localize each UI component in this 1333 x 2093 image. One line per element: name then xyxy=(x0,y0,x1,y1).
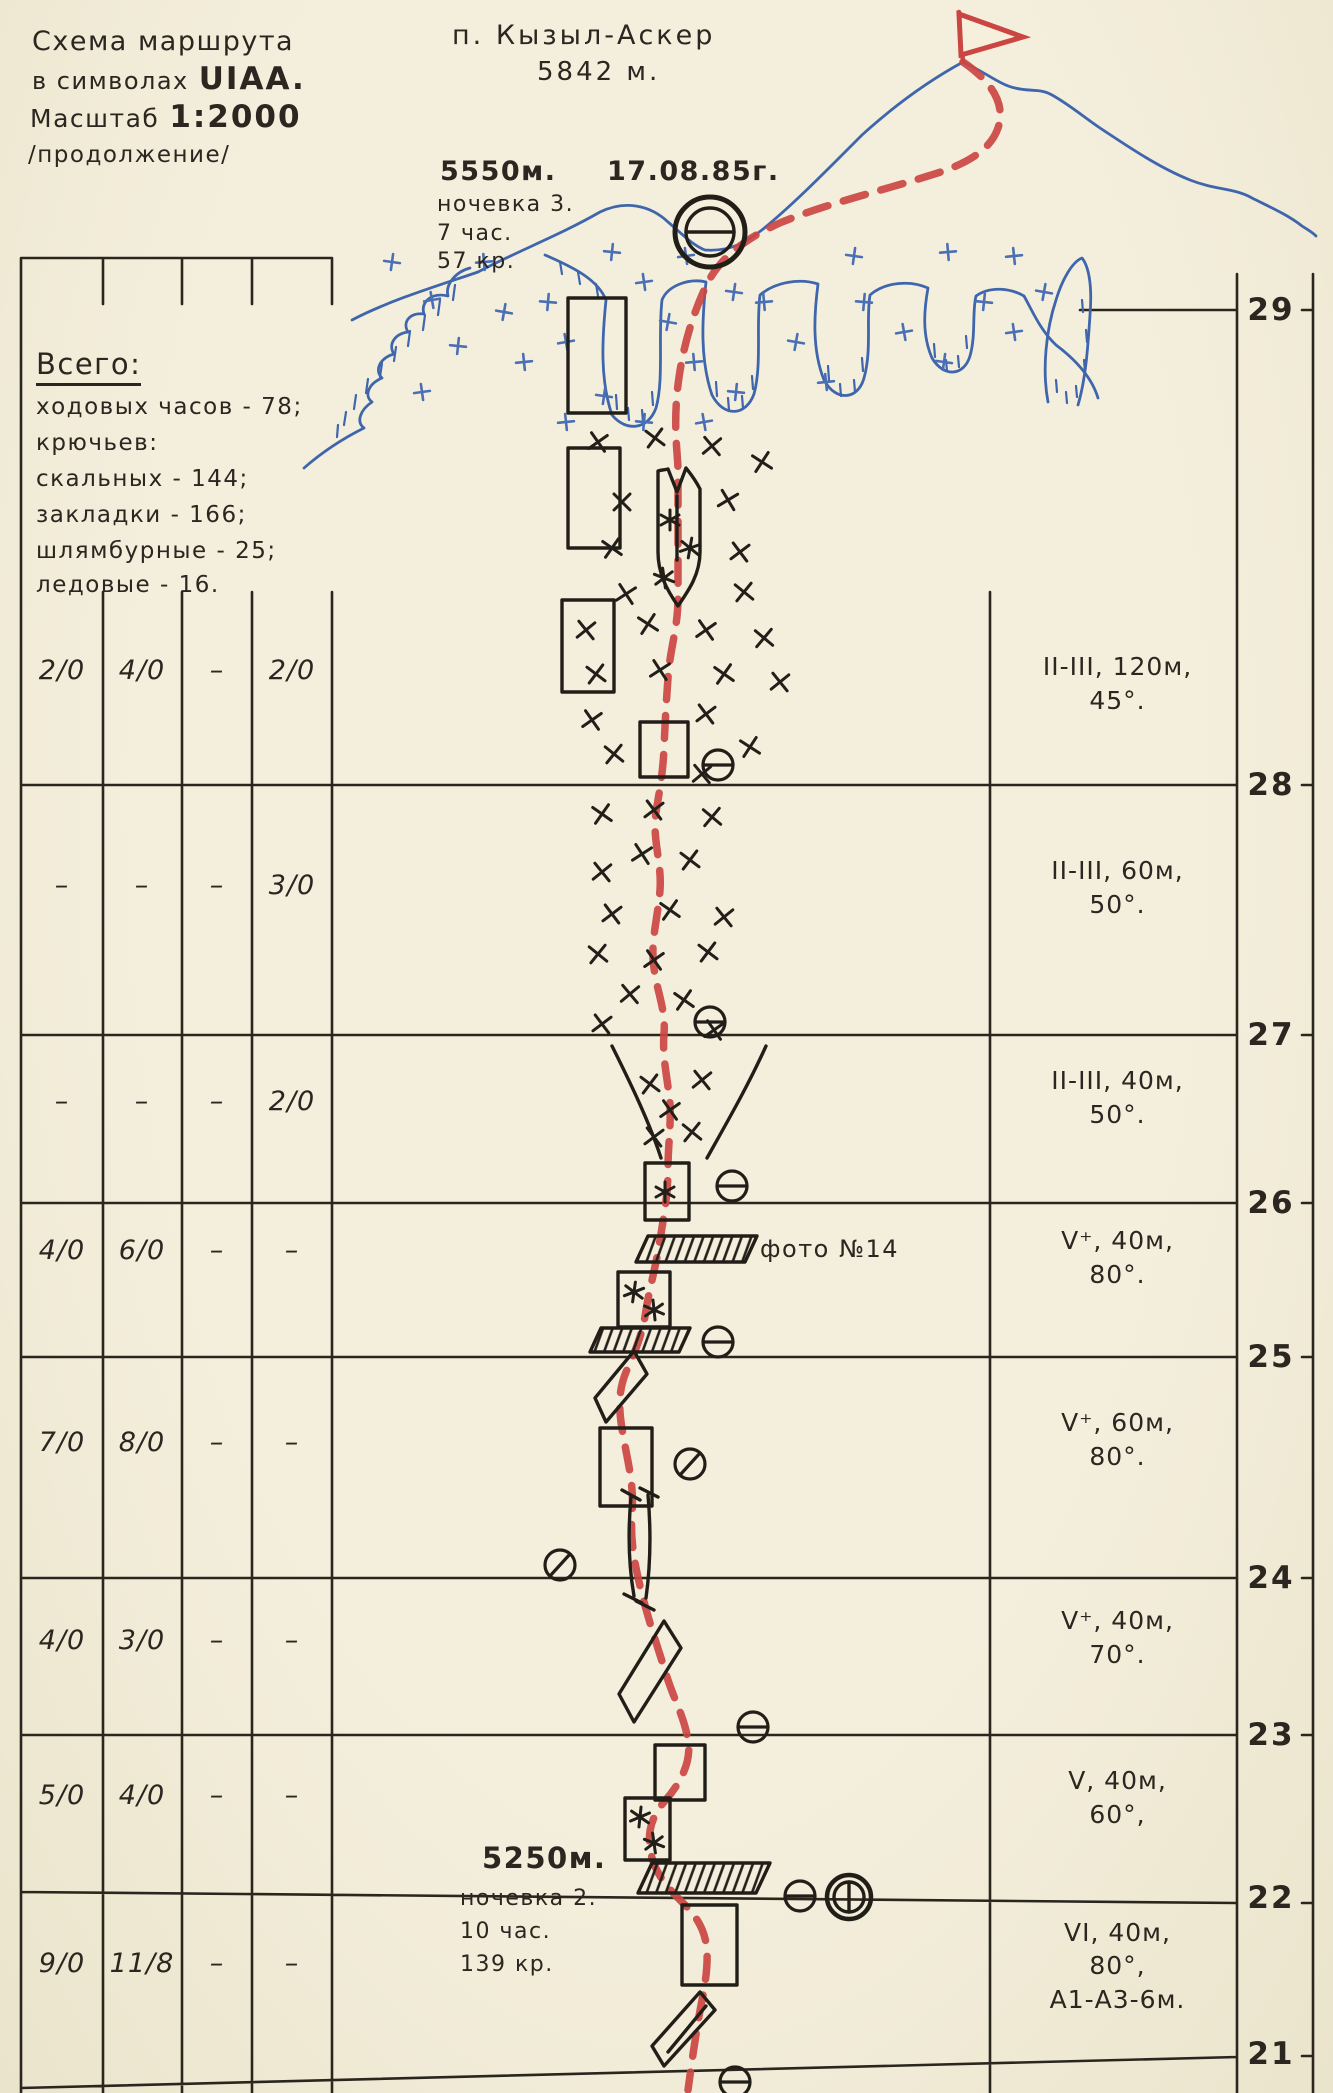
table-cell: – xyxy=(209,1427,225,1458)
pitch-grade-line: V, 40м, xyxy=(1068,1766,1167,1795)
bivouac3-line2: 7 час. xyxy=(437,221,513,246)
table-cell: – xyxy=(284,1948,300,1979)
ledge-symbol xyxy=(590,1328,690,1352)
pitch-grade-line: 80°. xyxy=(1089,1442,1146,1471)
pitch-grade-line: 70°. xyxy=(1089,1640,1146,1669)
totals-line4: закладки - 166; xyxy=(36,502,247,528)
station-number: 26 xyxy=(1247,1185,1295,1221)
ledge-symbol xyxy=(636,1236,757,1262)
pitch-grade-line: II-III, 60м, xyxy=(1051,856,1184,885)
bivouac2-symbol-icon xyxy=(827,1875,871,1919)
table-cell: 4/0 xyxy=(38,1235,86,1266)
serac-hatch xyxy=(337,262,1087,437)
table-cell: 3/0 xyxy=(118,1625,166,1656)
title-line2-text: в символах xyxy=(32,67,189,95)
rock-block xyxy=(568,448,620,548)
bivouac3-date: 17.08.85г. xyxy=(607,156,780,187)
station-number: 28 xyxy=(1247,767,1295,803)
table-cell: – xyxy=(209,870,225,901)
rock-block xyxy=(562,600,614,692)
scale-value: 1:2000 xyxy=(169,99,302,135)
table-cell: – xyxy=(209,1780,225,1811)
bivouac3-line3: 57 кр. xyxy=(437,249,516,274)
title-line3 xyxy=(30,100,302,136)
serac-left xyxy=(304,268,470,468)
totals-heading: Всего: xyxy=(36,348,141,386)
peak-elevation: 5842 м. xyxy=(537,57,661,87)
bivouac2-line2: 10 час. xyxy=(460,1919,552,1944)
station-number: 29 xyxy=(1247,292,1295,328)
pitch-grade-line: 50°. xyxy=(1089,890,1146,919)
station-number: 25 xyxy=(1247,1339,1295,1375)
bivouac3-symbol-icon xyxy=(675,197,745,267)
title-line2 xyxy=(32,62,306,98)
pitch-grade-line: 80°, xyxy=(1089,1951,1146,1980)
title-line4: /продолжение/ xyxy=(28,142,231,168)
table-cell: – xyxy=(134,870,150,901)
bivouac2-line3: 139 кр. xyxy=(460,1952,554,1977)
rock-cross-marks xyxy=(577,429,789,1146)
table-cell: – xyxy=(209,1086,225,1117)
photo-label: фото №14 xyxy=(760,1235,899,1263)
table-cell: 7/0 xyxy=(38,1427,86,1458)
table-cell: 4/0 xyxy=(38,1625,86,1656)
station-number: 27 xyxy=(1247,1017,1295,1053)
pitch-grade-line: II-III, 40м, xyxy=(1051,1066,1184,1095)
table-cell: – xyxy=(134,1086,150,1117)
ledge-symbol xyxy=(638,1863,770,1893)
pitch-grade-line: V⁺, 60м, xyxy=(1061,1408,1174,1437)
title-uiaa-label: UIAA. xyxy=(198,61,306,97)
table-cell: – xyxy=(209,1625,225,1656)
table-cell: 2/0 xyxy=(268,655,316,686)
table-cell: 8/0 xyxy=(118,1427,166,1458)
pitch-grade-line: 50°. xyxy=(1089,1100,1146,1129)
table-cell: 2/0 xyxy=(268,1086,316,1117)
pitch-grade-line: А1-А3-6м. xyxy=(1049,1985,1186,2014)
totals-line5: шлямбурные - 25; xyxy=(36,538,277,564)
table-cell: – xyxy=(284,1625,300,1656)
title-line1: Схема маршрута xyxy=(32,26,295,57)
route-line xyxy=(620,12,1023,2090)
table-cell: – xyxy=(54,1086,70,1117)
pitch-grade-line: II-III, 120м, xyxy=(1042,652,1193,681)
ramp-symbol xyxy=(619,1621,681,1722)
table-cell: – xyxy=(284,1235,300,1266)
table-cell: 3/0 xyxy=(268,870,316,901)
serac-finger xyxy=(1045,258,1091,405)
bivouac2-line1: ночевка 2. xyxy=(460,1886,598,1911)
table-cell: 9/0 xyxy=(38,1948,86,1979)
table-cell: 11/8 xyxy=(109,1948,175,1979)
summit-flag-icon xyxy=(959,12,1023,62)
pitch-grade-line: VI, 40м, xyxy=(1064,1918,1171,1947)
table-cell: 5/0 xyxy=(38,1780,86,1811)
station-number: 22 xyxy=(1247,1880,1295,1916)
pitch-grade-line: 80°. xyxy=(1089,1260,1146,1289)
table-cell: 4/0 xyxy=(118,655,166,686)
table-cell: – xyxy=(209,1235,225,1266)
table-cell: – xyxy=(284,1780,300,1811)
route-symbols xyxy=(545,197,871,2093)
pitch-grade-line: V⁺, 40м, xyxy=(1061,1226,1174,1255)
pitch-grade-line: V⁺, 40м, xyxy=(1061,1606,1174,1635)
pitch-grade-line: 45°. xyxy=(1089,686,1146,715)
bivouac3-line1: ночевка 3. xyxy=(437,192,575,217)
table-cell: 6/0 xyxy=(118,1235,166,1266)
pitch-grade-line: 60°, xyxy=(1089,1800,1146,1829)
bivouac3-altitude: 5550м. xyxy=(440,156,557,187)
ridge-skyline xyxy=(352,62,1316,320)
ramp-symbol xyxy=(652,1992,715,2066)
station-number: 23 xyxy=(1247,1717,1295,1753)
table-cell: 4/0 xyxy=(118,1780,166,1811)
bivouac2-altitude: 5250м. xyxy=(482,1841,607,1875)
totals-line3: скальных - 144; xyxy=(36,466,249,492)
table-cell: – xyxy=(209,655,225,686)
peak-name: п. Кызыл-Аскер xyxy=(452,20,716,51)
station-number: 21 xyxy=(1247,2036,1295,2072)
scale-label: Масштаб xyxy=(30,104,160,133)
totals-line1: ходовых часов - 78; xyxy=(36,394,303,420)
funnel-symbol xyxy=(612,1046,766,1158)
totals-line2: крючьев: xyxy=(36,430,159,456)
table-cell: – xyxy=(209,1948,225,1979)
table-cell: – xyxy=(54,870,70,901)
table-cell: – xyxy=(284,1427,300,1458)
station-number: 24 xyxy=(1247,1560,1295,1596)
totals-line6: ледовые - 16. xyxy=(36,572,220,598)
table-cell: 2/0 xyxy=(38,655,86,686)
